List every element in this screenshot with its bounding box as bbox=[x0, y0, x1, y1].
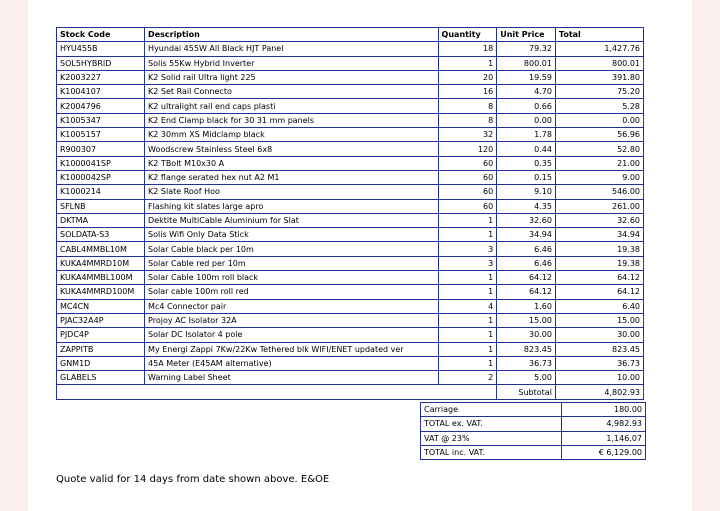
unit-price-cell: 5.00 bbox=[497, 371, 556, 385]
description-cell: Solar DC Isolator 4 pole bbox=[145, 328, 439, 342]
total-cell: 52.80 bbox=[555, 142, 643, 156]
description-cell: K2 30mm XS Midclamp black bbox=[145, 128, 439, 142]
table-row bbox=[57, 228, 644, 242]
table-row bbox=[57, 271, 644, 285]
stock-code-cell: SFLNB bbox=[57, 199, 145, 213]
stock-code-cell: HYU455B bbox=[57, 42, 145, 56]
total-cell: 15.00 bbox=[555, 313, 643, 327]
unit-price-cell: 32.60 bbox=[497, 213, 556, 227]
quantity-cell: 2 bbox=[438, 371, 497, 385]
description-cell: K2 flange serated hex nut A2 M1 bbox=[145, 170, 439, 184]
description-cell: Hyundai 455W All Black HJT Panel bbox=[145, 42, 439, 56]
quantity-cell: 1 bbox=[438, 342, 497, 356]
unit-price-cell: 79.32 bbox=[497, 42, 556, 56]
quantity-cell: 8 bbox=[438, 113, 497, 127]
stock-code-cell: PJAC32A4P bbox=[57, 313, 145, 327]
totals-value: 180.00 bbox=[562, 403, 646, 417]
quantity-cell: 1 bbox=[438, 328, 497, 342]
quantity-cell: 20 bbox=[438, 70, 497, 84]
subtotal-label: Subtotal bbox=[497, 385, 556, 399]
totals-label: VAT @ 23% bbox=[421, 431, 562, 445]
total-cell: 21.00 bbox=[555, 156, 643, 170]
totals-label: Carriage bbox=[421, 403, 562, 417]
quantity-cell: 60 bbox=[438, 185, 497, 199]
description-cell: Solar Cable red per 10m bbox=[145, 256, 439, 270]
description-cell: K2 TBolt M10x30 A bbox=[145, 156, 439, 170]
description-cell: Warning Label Sheet bbox=[145, 371, 439, 385]
total-cell: 19.38 bbox=[555, 242, 643, 256]
table-row bbox=[57, 170, 644, 184]
quantity-cell: 1 bbox=[438, 356, 497, 370]
table-row bbox=[57, 356, 644, 370]
table-row bbox=[57, 328, 644, 342]
description-cell: Solis Wifi Only Data Stick bbox=[145, 228, 439, 242]
quantity-cell: 3 bbox=[438, 256, 497, 270]
table-row bbox=[57, 142, 644, 156]
unit-price-cell: 19.59 bbox=[497, 70, 556, 84]
table-row bbox=[57, 42, 644, 56]
totals-row bbox=[421, 417, 646, 431]
stock-code-cell: GLABELS bbox=[57, 371, 145, 385]
table-row bbox=[57, 242, 644, 256]
stock-code-cell: K1000214 bbox=[57, 185, 145, 199]
subtotal-spacer bbox=[57, 385, 497, 399]
unit-price-cell: 4.70 bbox=[497, 85, 556, 99]
table-row bbox=[57, 299, 644, 313]
description-cell: Flashing kit slates large apro bbox=[145, 199, 439, 213]
stock-code-cell: R900307 bbox=[57, 142, 145, 156]
stock-code-cell: GNM1D bbox=[57, 356, 145, 370]
unit-price-cell: 6.46 bbox=[497, 256, 556, 270]
total-cell: 391.80 bbox=[555, 70, 643, 84]
totals-value: € 6,129.00 bbox=[562, 445, 646, 459]
totals-value: 1,146.07 bbox=[562, 431, 646, 445]
quantity-cell: 1 bbox=[438, 271, 497, 285]
description-cell: Woodscrew Stainless Steel 6x8 bbox=[145, 142, 439, 156]
total-cell: 9.00 bbox=[555, 170, 643, 184]
description-cell: K2 Set Rail Connecto bbox=[145, 85, 439, 99]
table-row bbox=[57, 70, 644, 84]
description-cell: My Energi Zappi 7Kw/22Kw Tethered blk WIFI/ENET updated ver bbox=[145, 342, 439, 356]
totals-row bbox=[421, 445, 646, 459]
quantity-cell: 3 bbox=[438, 242, 497, 256]
totals-table bbox=[420, 402, 646, 460]
quantity-cell: 4 bbox=[438, 299, 497, 313]
table-row bbox=[57, 85, 644, 99]
unit-price-cell: 30.00 bbox=[497, 328, 556, 342]
quantity-cell: 32 bbox=[438, 128, 497, 142]
total-cell: 36.73 bbox=[555, 356, 643, 370]
stock-code-cell: K1000041SP bbox=[57, 156, 145, 170]
total-cell: 64.12 bbox=[555, 271, 643, 285]
description-cell: K2 ultralight rail end caps plasti bbox=[145, 99, 439, 113]
table-row bbox=[57, 213, 644, 227]
header-quantity: Quantity bbox=[438, 28, 497, 42]
unit-price-cell: 64.12 bbox=[497, 271, 556, 285]
totals-value: 4,982.93 bbox=[562, 417, 646, 431]
totals-row bbox=[421, 431, 646, 445]
quantity-cell: 18 bbox=[438, 42, 497, 56]
table-row bbox=[57, 285, 644, 299]
description-cell: Mc4 Connector pair bbox=[145, 299, 439, 313]
unit-price-cell: 800.01 bbox=[497, 56, 556, 70]
totals-label: TOTAL inc. VAT. bbox=[421, 445, 562, 459]
stock-code-cell: MC4CN bbox=[57, 299, 145, 313]
unit-price-cell: 9.10 bbox=[497, 185, 556, 199]
table-row bbox=[57, 113, 644, 127]
stock-code-cell: SOLDATA-S3 bbox=[57, 228, 145, 242]
stock-code-cell: SOL5HYBRID bbox=[57, 56, 145, 70]
description-cell: Solar cable 100m roll red bbox=[145, 285, 439, 299]
table-row bbox=[57, 199, 644, 213]
total-cell: 823.45 bbox=[555, 342, 643, 356]
unit-price-cell: 6.46 bbox=[497, 242, 556, 256]
header-stock-code: Stock Code bbox=[57, 28, 145, 42]
unit-price-cell: 4.35 bbox=[497, 199, 556, 213]
quantity-cell: 1 bbox=[438, 228, 497, 242]
unit-price-cell: 0.15 bbox=[497, 170, 556, 184]
unit-price-cell: 823.45 bbox=[497, 342, 556, 356]
description-cell: K2 Slate Roof Hoo bbox=[145, 185, 439, 199]
quantity-cell: 8 bbox=[438, 99, 497, 113]
total-cell: 19.38 bbox=[555, 256, 643, 270]
unit-price-cell: 1.60 bbox=[497, 299, 556, 313]
stock-code-cell: K2003227 bbox=[57, 70, 145, 84]
header-unit-price: Unit Price bbox=[497, 28, 556, 42]
unit-price-cell: 0.00 bbox=[497, 113, 556, 127]
table-header-row bbox=[57, 28, 644, 42]
total-cell: 75.20 bbox=[555, 85, 643, 99]
stock-code-cell: K1000042SP bbox=[57, 170, 145, 184]
table-row bbox=[57, 128, 644, 142]
subtotal-row bbox=[57, 385, 644, 399]
description-cell: Dektite MultiCable Aluminium for Slat bbox=[145, 213, 439, 227]
quantity-cell: 60 bbox=[438, 199, 497, 213]
description-cell: Solar Cable black per 10m bbox=[145, 242, 439, 256]
total-cell: 56.96 bbox=[555, 128, 643, 142]
stock-code-cell: DKTMA bbox=[57, 213, 145, 227]
stock-code-cell: KUKA4MMBL100M bbox=[57, 271, 145, 285]
table-row bbox=[57, 313, 644, 327]
unit-price-cell: 0.44 bbox=[497, 142, 556, 156]
quantity-cell: 120 bbox=[438, 142, 497, 156]
quantity-cell: 60 bbox=[438, 170, 497, 184]
stock-code-cell: K1005157 bbox=[57, 128, 145, 142]
total-cell: 5.28 bbox=[555, 99, 643, 113]
table-row bbox=[57, 156, 644, 170]
description-cell: K2 End Clamp black for 30 31 mm panels bbox=[145, 113, 439, 127]
stock-code-cell: K1005347 bbox=[57, 113, 145, 127]
quantity-cell: 1 bbox=[438, 56, 497, 70]
table-row bbox=[57, 185, 644, 199]
total-cell: 0.00 bbox=[555, 113, 643, 127]
table-row bbox=[57, 342, 644, 356]
unit-price-cell: 0.66 bbox=[497, 99, 556, 113]
total-cell: 546.00 bbox=[555, 185, 643, 199]
description-cell: Solar Cable 100m roll black bbox=[145, 271, 439, 285]
table-row bbox=[57, 371, 644, 385]
header-total: Total bbox=[555, 28, 643, 42]
quote-validity-note: Quote valid for 14 days from date shown above. E&OE bbox=[56, 474, 330, 485]
unit-price-cell: 36.73 bbox=[497, 356, 556, 370]
stock-code-cell: K2004796 bbox=[57, 99, 145, 113]
header-description: Description bbox=[145, 28, 439, 42]
totals-label: TOTAL ex. VAT. bbox=[421, 417, 562, 431]
total-cell: 6.40 bbox=[555, 299, 643, 313]
total-cell: 800.01 bbox=[555, 56, 643, 70]
total-cell: 30.00 bbox=[555, 328, 643, 342]
total-cell: 64.12 bbox=[555, 285, 643, 299]
line-items-table bbox=[56, 27, 644, 400]
stock-code-cell: CABL4MMBL10M bbox=[57, 242, 145, 256]
unit-price-cell: 1.78 bbox=[497, 128, 556, 142]
description-cell: Projoy AC Isolator 32A bbox=[145, 313, 439, 327]
quantity-cell: 60 bbox=[438, 156, 497, 170]
stock-code-cell: KUKA4MMRD10M bbox=[57, 256, 145, 270]
quantity-cell: 1 bbox=[438, 313, 497, 327]
total-cell: 34.94 bbox=[555, 228, 643, 242]
unit-price-cell: 64.12 bbox=[497, 285, 556, 299]
table-row bbox=[57, 256, 644, 270]
stock-code-cell: PJDC4P bbox=[57, 328, 145, 342]
description-cell: Solis 55Kw Hybrid Inverter bbox=[145, 56, 439, 70]
quantity-cell: 1 bbox=[438, 213, 497, 227]
totals-row bbox=[421, 403, 646, 417]
stock-code-cell: ZAPPITB bbox=[57, 342, 145, 356]
total-cell: 10.00 bbox=[555, 371, 643, 385]
total-cell: 32.60 bbox=[555, 213, 643, 227]
description-cell: 45A Meter (E45AM alternative) bbox=[145, 356, 439, 370]
subtotal-value: 4,802.93 bbox=[555, 385, 643, 399]
total-cell: 1,427.76 bbox=[555, 42, 643, 56]
table-row bbox=[57, 99, 644, 113]
unit-price-cell: 0.35 bbox=[497, 156, 556, 170]
quantity-cell: 16 bbox=[438, 85, 497, 99]
description-cell: K2 Solid rail Ultra light 225 bbox=[145, 70, 439, 84]
unit-price-cell: 15.00 bbox=[497, 313, 556, 327]
total-cell: 261.00 bbox=[555, 199, 643, 213]
table-row bbox=[57, 56, 644, 70]
unit-price-cell: 34.94 bbox=[497, 228, 556, 242]
stock-code-cell: KUKA4MMRD100M bbox=[57, 285, 145, 299]
stock-code-cell: K1004107 bbox=[57, 85, 145, 99]
quantity-cell: 1 bbox=[438, 285, 497, 299]
